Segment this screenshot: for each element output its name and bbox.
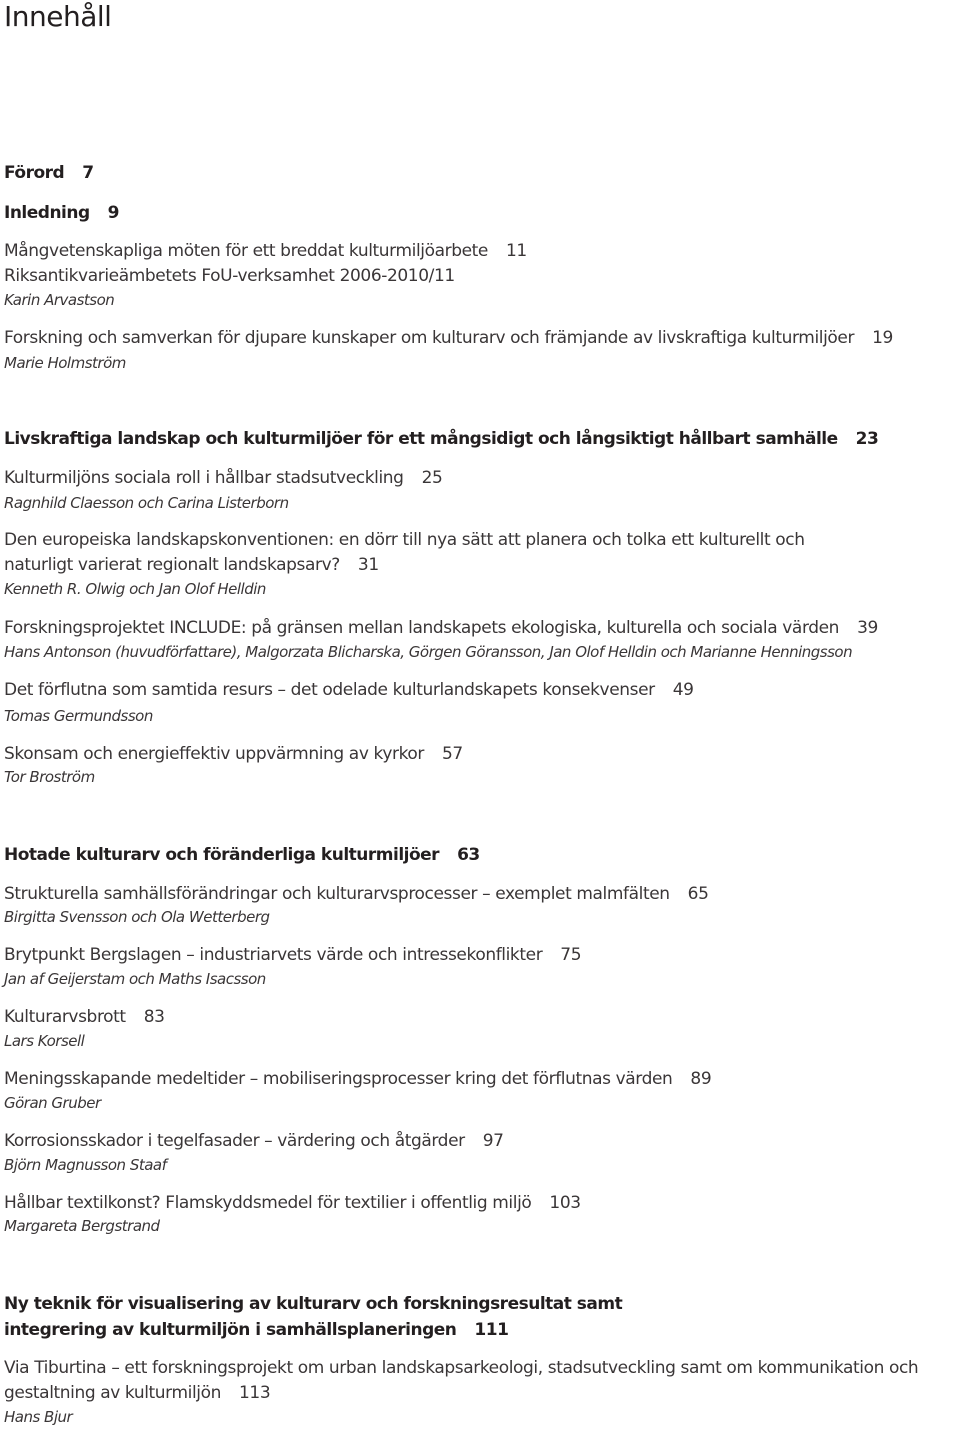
entry-author: Marie Holmström [4,354,126,372]
toc-entry-via-tiburtina[interactable] [4,1358,918,1378]
toc-entry-europeiska[interactable] [4,530,805,550]
toc-entry-kulturarvsbrott[interactable] [4,1007,165,1027]
entry-title-line1: Den europeiska landskapskonventionen: en dörr till nya sätt att planera och tolka ett kulturellt och [4,530,805,550]
entry-title: Hållbar textilkonst? Flamskyddsmedel för textilier i offentlig miljö [4,1193,532,1213]
entry-title: Strukturella samhällsförändringar och kulturarvsprocesser – exemplet malmfälten [4,884,670,904]
section-page: 111 [474,1320,509,1340]
entry-title: Kulturmiljöns sociala roll i hållbar stadsutveckling [4,468,404,488]
entry-page: 49 [672,680,694,700]
toc-entry-textilkonst[interactable] [4,1193,581,1213]
page-title: Innehåll [4,0,112,33]
toc-entry-riksantikvarie[interactable] [4,266,455,286]
entry-author: Hans Bjur [4,1408,73,1426]
entry-page: 25 [421,468,443,488]
entry-title: Inledning [4,203,90,223]
entry-page: 31 [357,555,379,575]
entry-title: Förord [4,163,65,183]
entry-page: 89 [690,1069,712,1089]
toc-entry-forord[interactable] [4,163,94,183]
entry-author: Margareta Bergstrand [4,1217,160,1235]
entry-page: 75 [560,945,582,965]
toc-entry-skonsam[interactable] [4,744,463,764]
toc-entry-strukturella[interactable] [4,884,709,904]
entry-title: Forskningsprojektet INCLUDE: på gränsen mellan landskapets ekologiska, kulturella och sociala värden [4,618,840,638]
entry-title: Riksantikvarieämbetets FoU-verksamhet 2006-2010/11 [4,266,455,286]
section-title-line2: integrering av kulturmiljön i samhällsplaneringen [4,1320,457,1340]
entry-page: 57 [442,744,463,764]
entry-page: 39 [857,618,878,638]
entry-author: Karin Arvastson [4,291,115,309]
toc-entry-korrosion[interactable] [4,1131,504,1151]
toc-section-ny-teknik-cont[interactable] [4,1320,508,1340]
entry-page: 113 [238,1383,271,1403]
toc-entry-mangvetenskapliga[interactable] [4,241,527,261]
entry-title: Forskning och samverkan för djupare kunskaper om kulturarv och främjande av livskraftiga kulturmiljöer [4,328,855,348]
toc-entry-include[interactable] [4,618,878,638]
toc-entry-brytpunkt[interactable] [4,945,581,965]
toc-entry-europeiska-cont[interactable] [4,555,379,575]
entry-page: 97 [482,1131,504,1151]
entry-author: Björn Magnusson Staaf [4,1156,167,1174]
entry-author: Kenneth R. Olwig och Jan Olof Helldin [4,580,266,598]
entry-author: Hans Antonson (huvudförfattare), Malgorzata Blicharska, Görgen Göransson, Jan Olof Helldin och Marianne Henningsson [4,643,853,661]
toc-entry-forskning-samverkan[interactable] [4,328,893,348]
toc-entry-forflutna[interactable] [4,680,694,700]
entry-author: Tomas Germundsson [4,707,153,725]
entry-page: 9 [107,203,119,223]
entry-title: Skonsam och energieffektiv uppvärmning av kyrkor [4,744,425,764]
entry-page: 11 [505,241,527,261]
toc-section-hotade[interactable] [4,845,480,865]
entry-author: Birgitta Svensson och Ola Wetterberg [4,908,270,926]
entry-title: Det förflutna som samtida resurs – det odelade kulturlandskapets konsekvenser [4,680,655,700]
section-title-line1: Ny teknik för visualisering av kulturarv och forskningsresultat samt [4,1294,623,1314]
toc-entry-inledning[interactable] [4,203,119,223]
entry-page: 19 [872,328,893,348]
entry-author: Tor Broström [4,768,95,786]
entry-page: 7 [82,163,94,183]
entry-title: Meningsskapande medeltider – mobiliseringsprocesser kring det förflutnas värden [4,1069,673,1089]
entry-title: Mångvetenskapliga möten för ett breddat kulturmiljöarbete [4,241,488,261]
entry-author: Göran Gruber [4,1094,101,1112]
toc-section-livskraftiga[interactable] [4,429,878,449]
entry-author: Jan af Geijerstam och Maths Isacsson [4,970,266,988]
entry-title: Kulturarvsbrott [4,1007,126,1027]
section-page: 63 [457,845,480,865]
section-page: 23 [855,429,879,449]
entry-title-line2: naturligt varierat regionalt landskapsarv? [4,555,340,575]
toc-entry-via-tiburtina-cont[interactable] [4,1383,270,1403]
toc-section-ny-teknik[interactable] [4,1294,622,1314]
section-title: Livskraftiga landskap och kulturmiljöer för ett mångsidigt och långsiktigt hållbart samhälle [4,429,838,449]
entry-author: Lars Korsell [4,1032,85,1050]
entry-title: Brytpunkt Bergslagen – industriarvets värde och intressekonflikter [4,945,543,965]
entry-page: 83 [143,1007,165,1027]
entry-title-line2: gestaltning av kulturmiljön [4,1383,221,1403]
entry-title: Korrosionsskador i tegelfasader – värdering och åtgärder [4,1131,465,1151]
toc-entry-kulturmiljons[interactable] [4,468,442,488]
entry-page: 103 [549,1193,581,1213]
toc-entry-meningsskapande[interactable] [4,1069,711,1089]
section-title: Hotade kulturarv och föränderliga kulturmiljöer [4,845,440,865]
entry-page: 65 [687,884,709,904]
entry-title-line1: Via Tiburtina – ett forskningsprojekt om urban landskapsarkeologi, stadsutveckling samt om kommunikation och [4,1358,919,1378]
entry-author: Ragnhild Claesson och Carina Listerborn [4,494,289,512]
